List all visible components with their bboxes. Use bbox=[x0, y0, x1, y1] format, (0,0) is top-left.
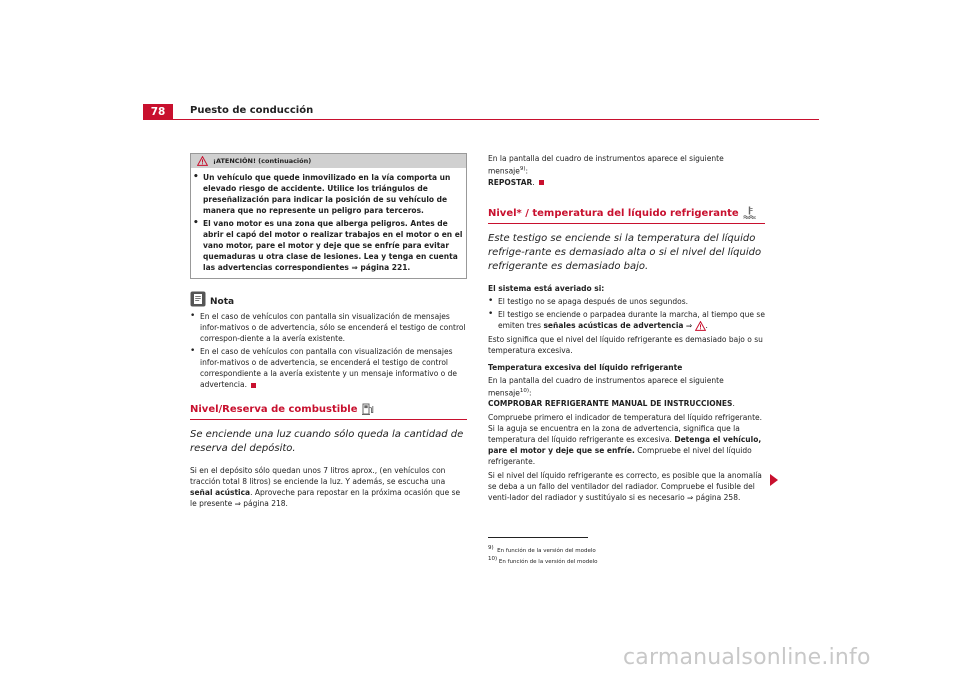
page-header-title: Puesto de conducción bbox=[190, 105, 314, 116]
warning-body bbox=[191, 168, 466, 273]
fault-meaning: Esto significa que el nivel del líquido refrigerante es demasiado bajo o su temperatura excesiva. bbox=[488, 334, 763, 355]
fuel-message: En la pantalla del cuadro de instrumentos aparece el siguiente mensaje$^{9)}$: REPOSTAR. bbox=[488, 154, 724, 187]
note-item: • En el caso de vehículos con pantalla sin visualización de mensajes infor-mativos o de advertencia, sólo se encenderá el testigo de control correspon-diente a la avería existente. bbox=[190, 311, 466, 343]
warning-title: ¡ATENCIÓN! (continuación) bbox=[213, 157, 312, 165]
footnote-rule bbox=[488, 537, 588, 538]
warning-item: • Un vehículo que quede inmovilizado en la vía comporta un elevado riesgo de accidente. Utilice los triángulos de preseñalización para indicar la posición de su vehículo de manera que no represente un peligro para terceros. bbox=[193, 172, 451, 215]
section-title-fuel: Nivel/Reserva de combustible bbox=[190, 402, 467, 420]
note-label: Nota bbox=[210, 297, 235, 307]
warning-header bbox=[191, 154, 466, 168]
note-header bbox=[190, 291, 467, 307]
next-page-arrow-icon[interactable] bbox=[770, 474, 778, 486]
fault-item: • El testigo no se apaga después de unos segundos. bbox=[488, 295, 689, 306]
temperature-check: Compruebe primero el indicador de temperatura del líquido refrigerante. Si la aguja se encuentra en la zona de advertencia, significa que la temperatura del líquido refrigerante es excesiva. Detenga el vehículo, pare el motor y deje que se enfríe. Compruebe el nivel del líquido refrigerante. bbox=[488, 413, 763, 466]
note-item: • En el caso de vehículos con pantalla con visualización de mensajes infor-mativos o de advertencia, se encenderá el testigo de control correspondiente a la avería existente y un mensaje informativo o de advertencia. bbox=[190, 346, 458, 389]
coolant-temperature-icon bbox=[743, 206, 756, 219]
footnote: $^{9)}$ En función de la versión del modelo bbox=[488, 545, 596, 554]
watermark: carmanualsonline.info bbox=[623, 645, 871, 670]
warning-item: • El vano motor es una zona que alberga peligros. Antes de abrir el capó del motor o realizar trabajos en el motor o en el vano motor, pare el motor y deje que se enfríe para evitar quemaduras u otra clase de lesiones. Lea y tenga en cuenta las advertencias correspondientes ⇒ página 221. bbox=[193, 218, 463, 272]
header-rule bbox=[143, 119, 819, 120]
section-title-coolant: Nivel* / temperatura del líquido refrigerante bbox=[488, 206, 765, 224]
temperature-heading: Temperatura excesiva del líquido refrigerante bbox=[488, 362, 683, 372]
fuel-pump-icon bbox=[362, 402, 374, 415]
warning-triangle-icon bbox=[197, 156, 208, 166]
warning-triangle-icon bbox=[695, 321, 706, 331]
left-column bbox=[190, 153, 467, 511]
temperature-message: En la pantalla del cuadro de instrumentos aparece el siguiente mensaje$^{10)}$: COMPROBAR REFRIGERANTE MANUAL DE INSTRUCCIONES. bbox=[488, 375, 735, 408]
warning-box bbox=[190, 153, 467, 279]
right-column bbox=[488, 153, 765, 566]
fault-heading: El sistema está averiado si: bbox=[488, 283, 605, 293]
page-number: 78 bbox=[143, 104, 173, 120]
fault-item: • El testigo se enciende o parpadea durante la marcha, al tiempo que se emiten tres señales acústicas de advertencia ⇒ . bbox=[488, 308, 765, 330]
note-icon bbox=[190, 291, 206, 307]
section-end-mark bbox=[539, 180, 544, 185]
fan-fuse-note: Si el nivel del líquido refrigerante es correcto, es posible que la anomalía se deba a un fallo del ventilador del radiador. Compruebe el fusible del venti-lador del radiador y sustitúyalo si es necesario ⇒ página 258. bbox=[488, 471, 762, 502]
section-subtitle-fuel: Se enciende una luz cuando sólo queda la cantidad de reserva del depósito. bbox=[190, 429, 464, 454]
footnote: $^{10)}$ En función de la versión del modelo bbox=[488, 555, 598, 565]
section-end-mark bbox=[251, 383, 256, 388]
fuel-body: Si en el depósito sólo quedan unos 7 litros aprox., (en vehículos con tracción total 8 litros) se enciende la luz. Y además, se escucha una señal acústica. Aproveche para repostar en la próxima ocasión que se le presente ⇒ página 218. bbox=[190, 466, 461, 508]
section-subtitle-coolant: Este testigo se enciende si la temperatura del líquido refrige-rante es demasiado alta o si el nivel del líquido refrigerante es demasiado bajo. bbox=[488, 232, 762, 272]
